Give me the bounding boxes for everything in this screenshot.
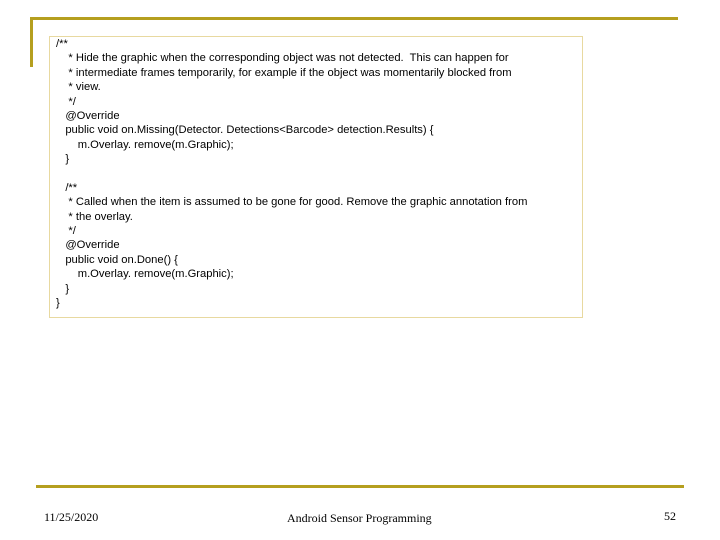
code-line: m.Overlay. remove(m.Graphic); [56, 138, 234, 151]
left-accent-rule [30, 17, 33, 67]
code-line [56, 167, 527, 181]
code-line: */ [56, 95, 76, 108]
footer-accent-rule [36, 485, 684, 488]
code-snippet [56, 37, 527, 310]
code-line: m.Overlay. remove(m.Graphic); [56, 268, 234, 281]
code-line: public void on.Done() { [56, 253, 178, 266]
code-line: /** [56, 181, 78, 194]
code-line: public void on.Missing(Detector. Detections<Barcode> detection.Results) { [56, 124, 434, 137]
top-accent-rule [30, 17, 678, 20]
footer-date: 11/25/2020 [44, 510, 99, 524]
code-line: * the overlay. [56, 210, 133, 223]
code-line: } [56, 282, 70, 295]
code-line: * intermediate frames temporarily, for example if the object was momentarily blocked from [56, 66, 512, 79]
footer-title: Android Sensor Programming [287, 511, 432, 525]
code-line: @Override [56, 239, 120, 252]
page-number: 52 [664, 509, 676, 523]
code-line: * Called when the item is assumed to be gone for good. Remove the graphic annotation from [56, 196, 528, 209]
code-line: } [56, 153, 70, 166]
code-line: /** [56, 38, 68, 50]
code-line: */ [56, 225, 76, 238]
code-line: } [56, 297, 60, 310]
code-line: * Hide the graphic when the corresponding object was not detected. This can happen for [56, 52, 509, 65]
code-line: @Override [56, 109, 120, 122]
code-line: * view. [56, 81, 101, 94]
